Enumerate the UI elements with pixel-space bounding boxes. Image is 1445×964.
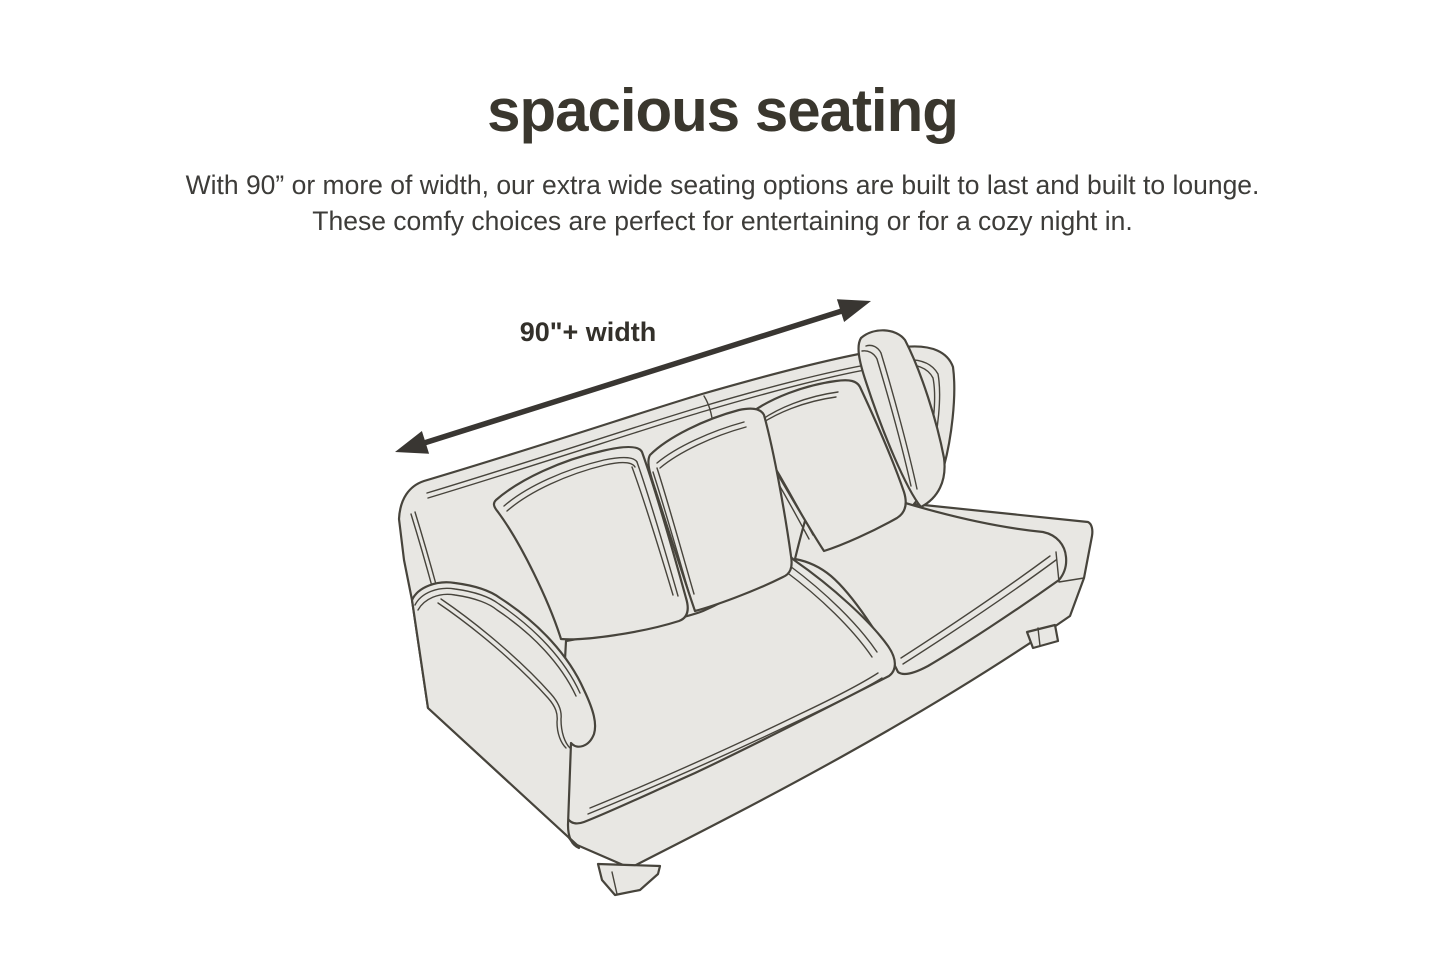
sofa-illustration bbox=[399, 330, 1092, 895]
arrowhead-left bbox=[395, 431, 429, 454]
description-line-1: With 90” or more of width, our extra wide seating options are built to last and built to lounge. bbox=[185, 170, 1260, 200]
arrowhead-right bbox=[837, 299, 871, 322]
sofa-foot-front bbox=[598, 864, 660, 895]
page-title: spacious seating bbox=[487, 77, 958, 144]
description-line-2: These comfy choices are perfect for entertaining or for a cozy night in. bbox=[312, 206, 1133, 236]
width-dimension-label: 90"+ width bbox=[519, 317, 657, 347]
